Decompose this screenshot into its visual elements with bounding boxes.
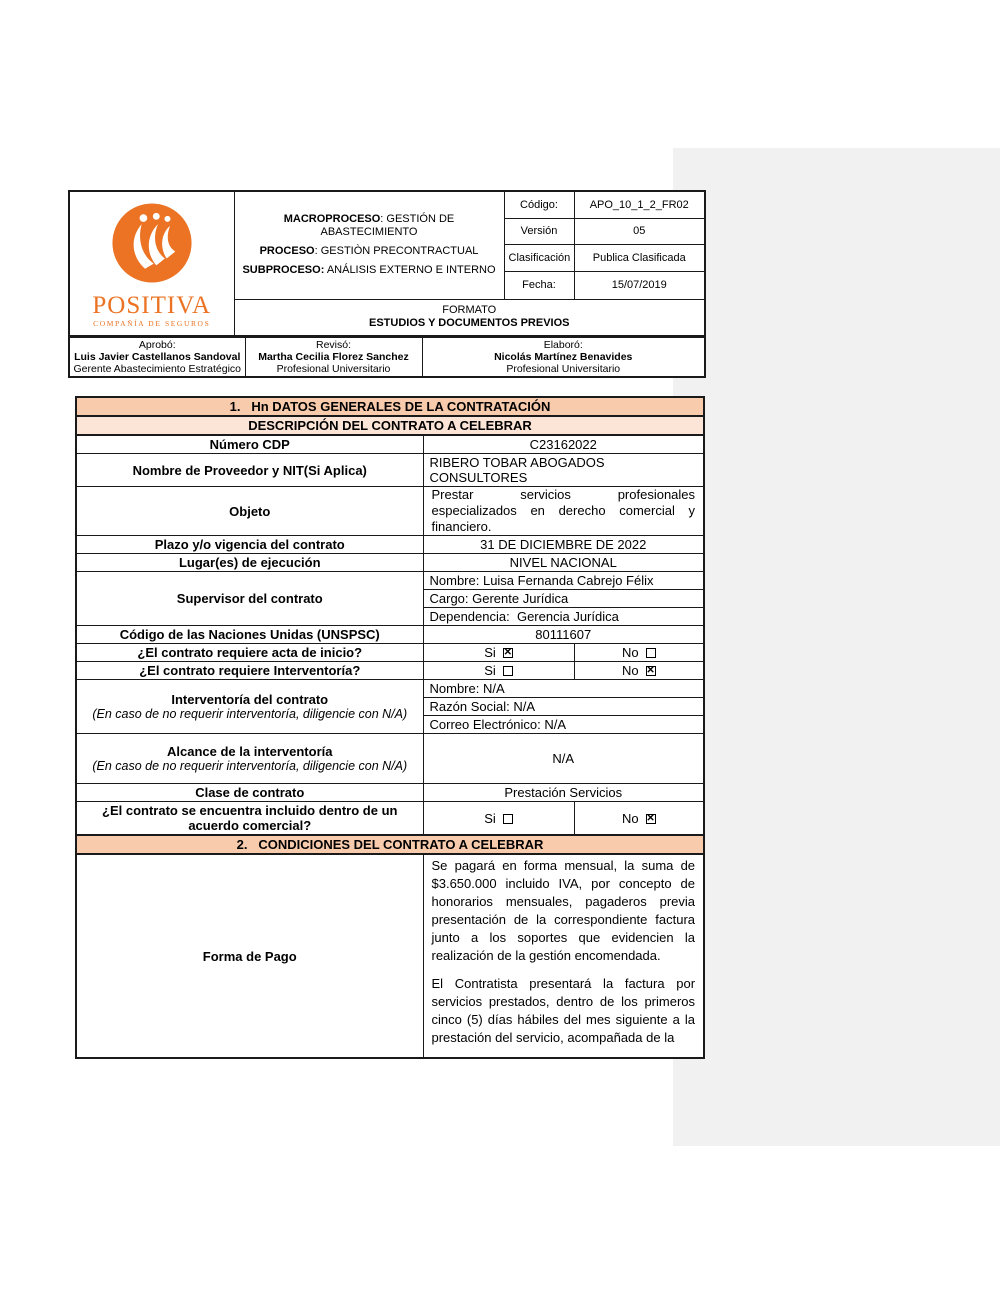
- interventoria-label-cell: Interventoría del contrato (En caso de no requerir interventoría, diligencie con N/A): [76, 680, 423, 734]
- section-1-header: 1. Hn DATOS GENERALES DE LA CONTRATACIÓN: [76, 397, 704, 416]
- alcance-note: (En caso de no requerir interventoría, diligencie con N/A): [92, 758, 408, 773]
- proveedor-value: RIBERO TOBAR ABOGADOS CONSULTORES: [423, 454, 704, 487]
- logo-tagline-text: COMPAÑÍA DE SEGUROS: [93, 318, 211, 328]
- logo-brand-text: POSITIVA: [92, 291, 212, 319]
- logo-cell: [69, 191, 234, 336]
- aprobo-name: Luis Javier Castellanos Sandoval: [74, 351, 241, 363]
- row-numero-cdp: [76, 435, 704, 454]
- row-interventoria-req: [76, 662, 704, 680]
- numero-cdp-label: Número CDP: [76, 435, 423, 454]
- acuerdo-si: Si: [423, 802, 574, 836]
- row-objeto: [76, 487, 704, 536]
- interventoria-req-label: ¿El contrato requiere Interventoría?: [76, 662, 423, 680]
- alcance-label-cell: Alcance de la interventoría (En caso de no requerir interventoría, diligencie con N/A): [76, 734, 423, 784]
- row-acuerdo: [76, 802, 704, 836]
- acta-inicio-label: ¿El contrato requiere acta de inicio?: [76, 644, 423, 662]
- codigo-label: Código:: [504, 191, 574, 218]
- codigo-value: APO_10_1_2_FR02: [574, 191, 705, 218]
- interventoria-razon-social: Razón Social: N/A: [423, 698, 704, 716]
- interventoria-req-si: Si: [423, 662, 574, 680]
- section-1-subtitle: DESCRIPCIÓN DEL CONTRATO A CELEBRAR: [76, 416, 704, 435]
- supervisor-cargo: Cargo: Gerente Jurídica: [423, 590, 704, 608]
- approval-cell-elaboro: [422, 337, 705, 377]
- supervisor-dependencia: Dependencia: Gerencia Jurídica: [423, 608, 704, 626]
- row-proveedor: [76, 454, 704, 487]
- forma-pago-paragraph-1: Se pagará en forma mensual, la suma de $3.650.000 incluido IVA, por concepto de honorarios mensuales, pagaderos previa presentación de la correspondiente factura junto a los soportes que evidencien la realización de la gestión encomendada.: [431, 858, 696, 963]
- acta-inicio-si: Si✕: [423, 644, 574, 662]
- interventoria-req-no-checkbox: [646, 666, 656, 676]
- version-value: 05: [574, 218, 705, 244]
- supervisor-nombre: Nombre: Luisa Fernanda Cabrejo Félix: [423, 572, 704, 590]
- clase-value: Prestación Servicios: [423, 784, 704, 802]
- reviso-name: Martha Cecilia Florez Sanchez: [258, 351, 409, 363]
- subproceso-line: SUBPROCESO: ANÁLISIS EXTERNO E INTERNO: [242, 264, 496, 277]
- interventoria-nombre: Nombre: N/A: [423, 680, 704, 698]
- acta-inicio-si-checkbox: [503, 648, 513, 658]
- forma-pago-paragraph-2: El Contratista presentará la factura por servicios prestados, dentro de los primeros cinco (5) días hábiles del mes siguiente a la prestación del servicio, acompañada de la: [431, 976, 696, 1045]
- row-forma-pago: [76, 854, 704, 1058]
- fecha-label: Fecha:: [504, 271, 574, 299]
- reviso-role: Profesional Universitario: [276, 363, 391, 375]
- interventoria-correo: Correo Electrónico: N/A: [423, 716, 704, 734]
- section-2-header: 2. CONDICIONES DEL CONTRATO A CELEBRAR: [76, 835, 704, 854]
- plazo-value: 31 DE DICIEMBRE DE 2022: [423, 536, 704, 554]
- clase-label: Clase de contrato: [76, 784, 423, 802]
- unspsc-label: Código de las Naciones Unidas (UNSPSC): [76, 626, 423, 644]
- acta-inicio-no-checkbox: [646, 648, 656, 658]
- row-acta-inicio: [76, 644, 704, 662]
- forma-pago-value: [423, 854, 704, 1058]
- interventoria-req-no: No✕: [574, 662, 704, 680]
- approval-cell-reviso: [245, 337, 422, 377]
- row-plazo: [76, 536, 704, 554]
- alcance-value: N/A: [423, 734, 704, 784]
- row-lugar: [76, 554, 704, 572]
- document-title: ESTUDIOS Y DOCUMENTOS PREVIOS: [369, 317, 570, 330]
- clasificacion-value: Publica Clasificada: [574, 244, 705, 271]
- positiva-logo-icon: [109, 200, 195, 286]
- process-info-cell: [234, 191, 504, 299]
- lugar-value: NIVEL NACIONAL: [423, 554, 704, 572]
- version-label: Versión: [504, 218, 574, 244]
- acuerdo-label: ¿El contrato se encuentra incluido dentro de un acuerdo comercial?: [76, 802, 423, 836]
- lugar-label: Lugar(es) de ejecución: [76, 554, 423, 572]
- proceso-line: PROCESO: GESTIÒN PRECONTRACTUAL: [259, 245, 479, 258]
- fecha-value: 15/07/2019: [574, 271, 705, 299]
- proveedor-label: Nombre de Proveedor y NIT(Si Aplica): [76, 454, 423, 487]
- objeto-label: Objeto: [76, 487, 423, 536]
- background-band: [673, 148, 1000, 1146]
- header-table: [68, 190, 706, 337]
- supervisor-label: Supervisor del contrato: [76, 572, 423, 626]
- interventoria-note: (En caso de no requerir interventoría, diligencie con N/A): [92, 706, 408, 721]
- macroproceso-line: MACROPROCESO: GESTIÓN DE ABASTECIMIENTO: [283, 213, 455, 239]
- acta-inicio-no: No: [574, 644, 704, 662]
- forma-pago-label: Forma de Pago: [76, 854, 423, 1058]
- unspsc-value: 80111607: [423, 626, 704, 644]
- row-interventoria: [76, 680, 704, 698]
- row-clase: [76, 784, 704, 802]
- interventoria-req-si-checkbox: [503, 666, 513, 676]
- clasificacion-label: Clasificación: [504, 244, 574, 271]
- aprobo-role: Gerente Abastecimiento Estratégico: [73, 363, 241, 375]
- formato-label: FORMATO: [442, 304, 497, 317]
- acuerdo-no-checkbox: [646, 814, 656, 824]
- reviso-label: Revisó:: [315, 339, 351, 351]
- elaboro-label: Elaboró:: [543, 339, 583, 351]
- row-supervisor: [76, 572, 704, 590]
- acuerdo-no: No✕: [574, 802, 704, 836]
- row-unspsc: [76, 626, 704, 644]
- elaboro-name: Nicolás Martínez Benavides: [494, 351, 633, 363]
- plazo-label: Plazo y/o vigencia del contrato: [76, 536, 423, 554]
- contract-table: [75, 396, 705, 1059]
- numero-cdp-value: C23162022: [423, 435, 704, 454]
- approval-cell-aprobo: [69, 337, 245, 377]
- elaboro-role: Profesional Universitario: [506, 363, 621, 375]
- acuerdo-si-checkbox: [503, 814, 513, 824]
- row-alcance: [76, 734, 704, 784]
- objeto-value: Prestar servicios profesionales especializados en derecho comercial y financiero.: [423, 487, 704, 536]
- approval-table: [68, 336, 706, 378]
- aprobo-label: Aprobó:: [138, 339, 176, 351]
- formato-cell: [234, 299, 705, 336]
